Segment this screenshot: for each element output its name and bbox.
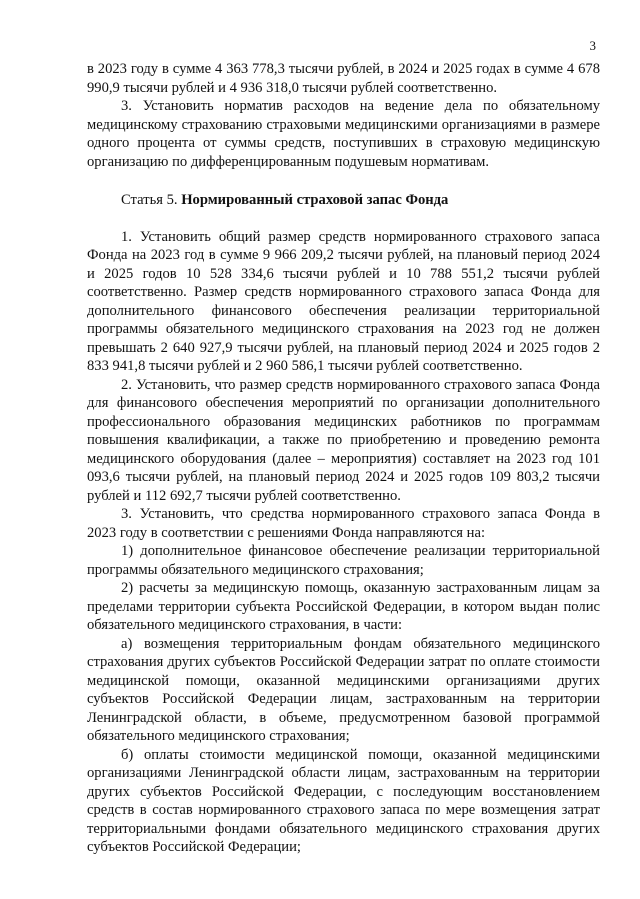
paragraph-item-2-education-funds: 2. Установить, что размер средств нормированного страхового запаса Фонда для финансового обеспечения мероприятий по организации дополнительного профессионального образования медицинских работников по программам повышения квалификации, а также по приобретению и проведению ремонта медицинского оборудования (далее – мероприятия) составляет на 2023 год 101 093,6 тысячи рублей, на плановый период 2024 и 2025 годов 109 803,2 тысячи рублей и 112 692,7 тысячи рублей соответственно. [87,376,600,504]
paragraph-item-1-reserve-size: 1. Установить общий размер средств нормированного страхового запаса Фонда на 2023 год в сумме 9 966 209,2 тысячи рублей, на плановый период 2024 и 2025 годов 10 528 334,6 тысячи рублей и 10 788 551,2 тысячи рублей соответственно. Размер средств нормированного страхового запаса Фонда для дополнительного финансового обеспечения реализации территориальной программы обязательного медицинского страхования на 2023 год не должен превышать 2 640 927,9 тысячи рублей, на плановый период 2024 и 2025 годов 2 833 941,8 тысячи рублей и 2 960 586,1 тысячи рублей соответственно. [87,228,600,374]
paragraph-subitem-2: 2) расчеты за медицинскую помощь, оказанную застрахованным лицам за пределами территории субъекта Российской Федерации, в котором выдан полис обязательного медицинского страхования, в части: [87,580,600,633]
page-number: 3 [589,38,596,53]
article-title: Нормированный страховой запас Фонда [181,192,449,208]
article-prefix: Статья 5. [121,192,178,208]
paragraph-subitem-b: б) оплаты стоимости медицинской помощи, оказанной медицинскими организациями Ленинградской области лицам, застрахованным на территории других субъектов Российской Федерации, с последующим восстановлением средств в состав нормированного страхового запаса по мере возмещения затрат территориальными фондами обязательного медицинского страхования других субъектов Российской Федерации; [87,746,600,855]
paragraph-continuation: в 2023 году в сумме 4 363 778,3 тысячи рублей, в 2024 и 2025 годах в сумме 4 678 990,9 тысячи рублей и 4 936 318,0 тысячи рублей соответственно. [87,61,600,96]
paragraph-item-3-directions: 3. Установить, что средства нормированного страхового запаса Фонда в 2023 году в соответствии с решениями Фонда направляются на: [87,506,600,541]
document-body [87,60,600,857]
paragraph-item-3-expense-norm: 3. Установить норматив расходов на ведение дела по обязательному медицинскому страхованию страховыми медицинскими организациями в размере одного процента от суммы средств, поступивших в страховую медицинскую организацию по дифференцированным подушевым нормативам. [87,98,600,170]
article-heading [87,191,600,210]
paragraph-subitem-1: 1) дополнительное финансовое обеспечение реализации территориальной программы обязательного медицинского страхования; [87,543,600,578]
paragraph-subitem-a: а) возмещения территориальным фондам обязательного медицинского страхования других субъектов Российской Федерации затрат по оплате стоимости медицинской помощи, оказанной медицинскими организациями других субъектов Российской Федерации лицам, застрахованным на территории Ленинградской области, в объеме, предусмотренном базовой программой обязательного медицинского страхования; [87,635,600,744]
